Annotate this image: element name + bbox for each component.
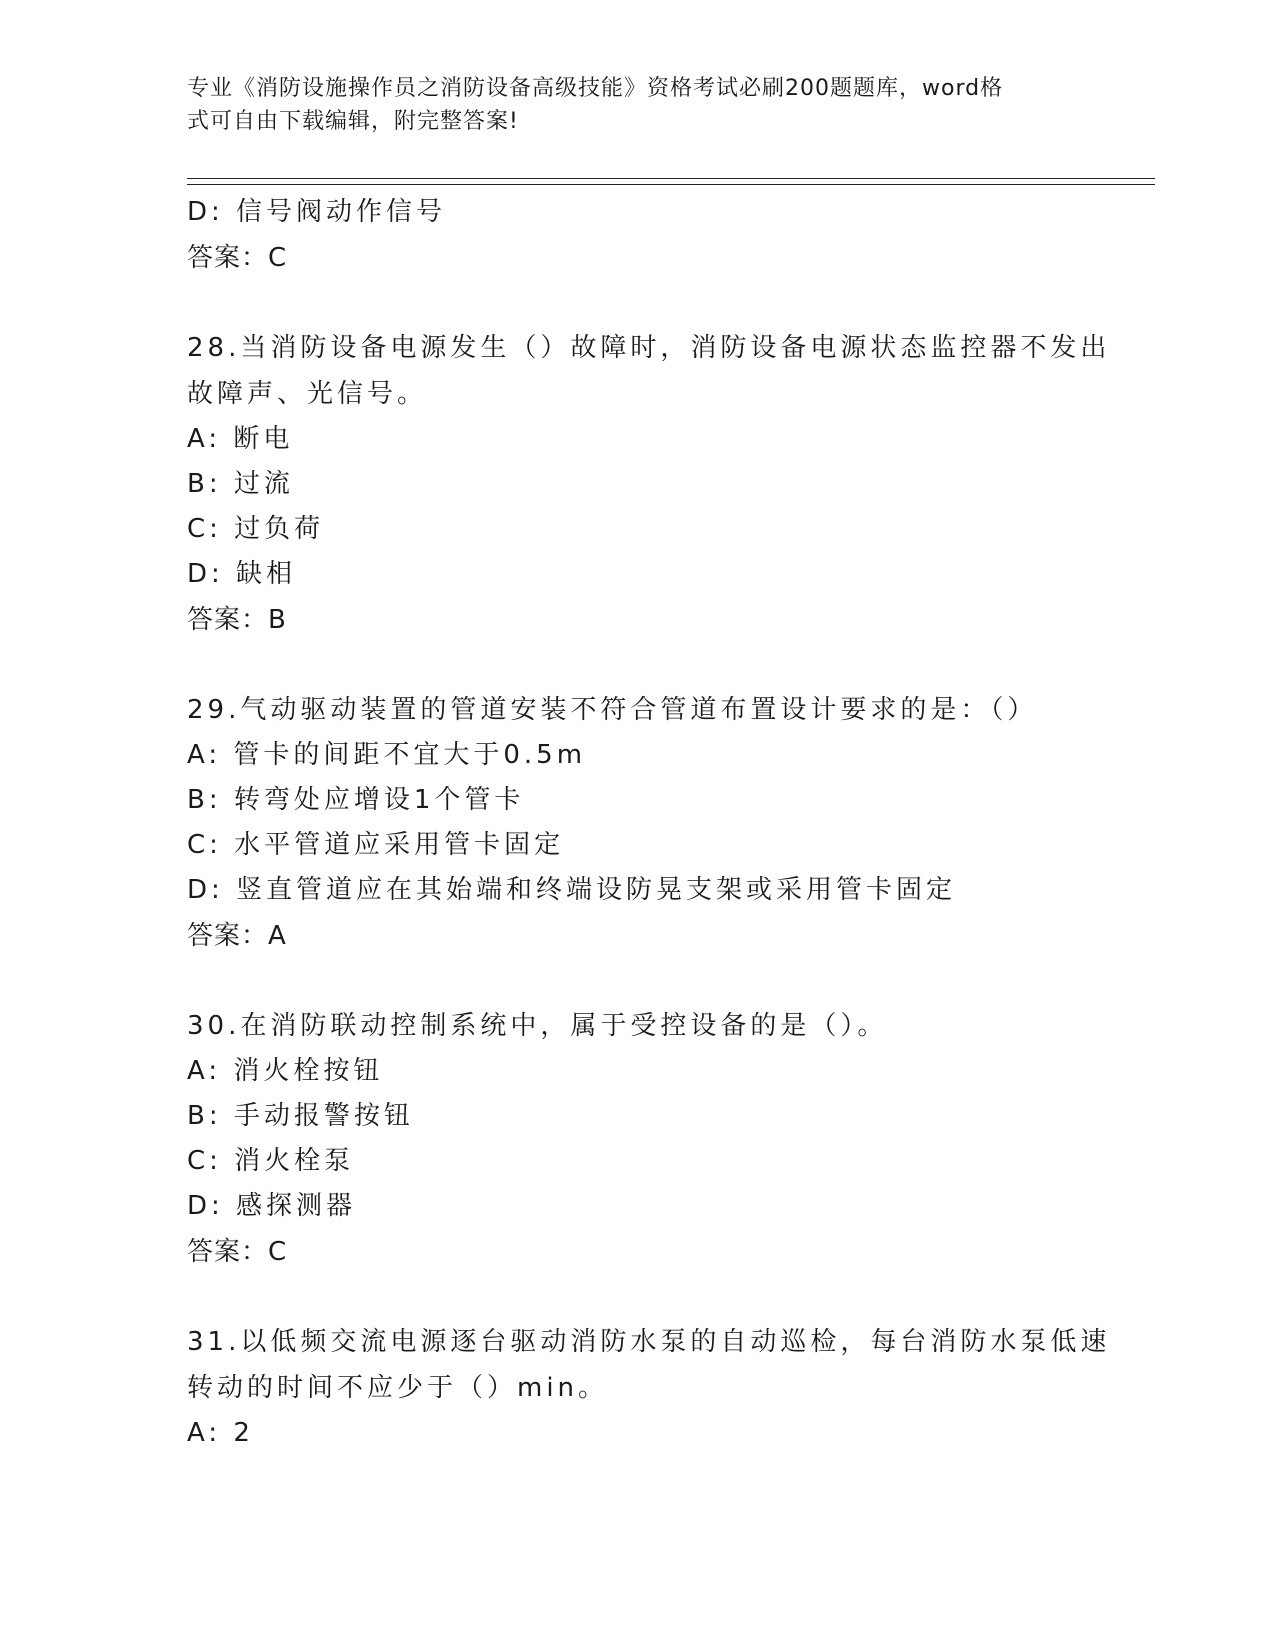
option-a: A: 消火栓按钮 bbox=[187, 1056, 384, 1086]
question-text: 29.气动驱动装置的管道安装不符合管道布置设计要求的是：（） bbox=[187, 695, 1038, 725]
option-a: A: 2 bbox=[187, 1418, 254, 1448]
question-28 bbox=[187, 325, 1111, 643]
header-line-2: 式可自由下载编辑，附完整答案! bbox=[187, 109, 519, 134]
option-b: B: 手动报警按钮 bbox=[187, 1101, 414, 1131]
header-line-1: 专业《消防设施操作员之消防设备高级技能》资格考试必刷200题题库，word格 bbox=[187, 76, 1004, 101]
option-d: D: 缺相 bbox=[187, 559, 297, 589]
option-d: D: 信号阀动作信号 bbox=[187, 197, 447, 227]
answer: 答案：B bbox=[187, 605, 287, 635]
answer: 答案：C bbox=[187, 1237, 288, 1267]
option-a: A: 管卡的间距不宜大于0.5m bbox=[187, 740, 587, 770]
document-header bbox=[187, 72, 1067, 138]
option-c: C: 水平管道应采用管卡固定 bbox=[187, 830, 565, 860]
question-31 bbox=[187, 1319, 1111, 1456]
question-text: 故障声、光信号。 bbox=[187, 379, 428, 409]
option-c: C: 消火栓泵 bbox=[187, 1146, 355, 1176]
question-text: 转动的时间不应少于（）min。 bbox=[187, 1373, 609, 1403]
option-d: D: 竖直管道应在其始端和终端设防晃支架或采用管卡固定 bbox=[187, 875, 957, 905]
question-list bbox=[187, 190, 1111, 1456]
header-divider-top bbox=[187, 178, 1155, 179]
answer: 答案：A bbox=[187, 921, 287, 951]
option-c: C: 过负荷 bbox=[187, 514, 325, 544]
answer: 答案：C bbox=[187, 243, 288, 273]
question-29 bbox=[187, 687, 1087, 959]
question-text: 28.当消防设备电源发生（）故障时，消防设备电源状态监控器不发出 bbox=[187, 333, 1111, 363]
option-b: B: 转弯处应增设1个管卡 bbox=[187, 785, 525, 815]
question-text: 30.在消防联动控制系统中，属于受控设备的是（）。 bbox=[187, 1011, 888, 1041]
header-divider-bottom bbox=[187, 184, 1155, 185]
option-b: B: 过流 bbox=[187, 469, 294, 499]
option-d: D: 感探测器 bbox=[187, 1191, 357, 1221]
option-a: A: 断电 bbox=[187, 424, 294, 454]
question-text: 31.以低频交流电源逐台驱动消防水泵的自动巡检，每台消防水泵低速 bbox=[187, 1327, 1111, 1357]
question-30 bbox=[187, 1003, 1087, 1275]
